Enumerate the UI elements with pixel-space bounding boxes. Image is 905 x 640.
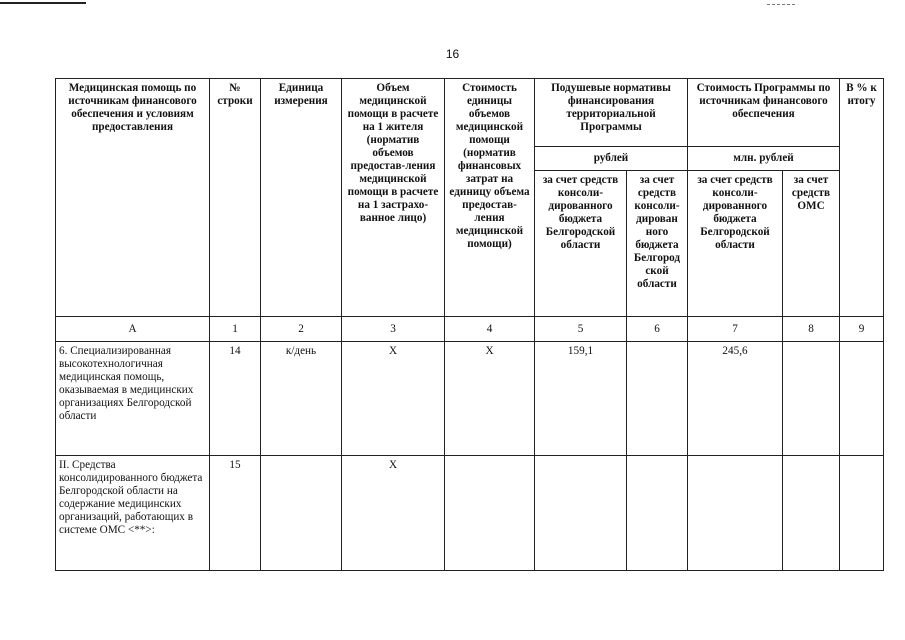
column-number: А bbox=[56, 317, 210, 342]
row-oms-rub bbox=[627, 456, 688, 571]
subheader-budget-rub: за счет средств консоли-дированного бюджета Белгородской области bbox=[535, 171, 627, 317]
row-budget-rub: 159,1 bbox=[535, 342, 627, 456]
row-unit-cost: Х bbox=[445, 342, 535, 456]
row-volume: Х bbox=[342, 456, 445, 571]
column-number: 9 bbox=[840, 317, 884, 342]
row-label: 6. Специализированная высокотехнологичная медицинская помощь, оказываемая в медицинских организациях Белгородской области bbox=[56, 342, 210, 456]
scan-edge-mark-right bbox=[767, 4, 795, 5]
header-row-number: № строки bbox=[210, 79, 261, 317]
column-number: 6 bbox=[627, 317, 688, 342]
row-unit-cost bbox=[445, 456, 535, 571]
header-per-capita-unit: рублей bbox=[535, 147, 688, 171]
row-unit bbox=[261, 456, 342, 571]
header-unit-cost: Стоимость единицы объемов медицинской помощи (норматив финансовых затрат на единицу объема предостав-ления медицинской помощи) bbox=[445, 79, 535, 317]
header-volume: Объем медицинской помощи в расчете на 1 жителя (норматив объемов предостав-ления медицинской помощи в расчете на 1 застрахо-ванное лицо) bbox=[342, 79, 445, 317]
row-oms-mln bbox=[783, 456, 840, 571]
subheader-oms-rub: за счет средств консоли-дирован ного бюджета Белгород ской области bbox=[627, 171, 688, 317]
subheader-budget-mln: за счет средств консоли-дированного бюджета Белгородской области bbox=[688, 171, 783, 317]
row-label: II. Средства консолидированного бюджета Белгородской области на содержание медицинских организаций, работающих в системе ОМС <**>: bbox=[56, 456, 210, 571]
page-number: 16 bbox=[445, 47, 460, 61]
column-number: 7 bbox=[688, 317, 783, 342]
row-percent bbox=[840, 342, 884, 456]
column-number: 5 bbox=[535, 317, 627, 342]
row-percent bbox=[840, 456, 884, 571]
column-number-row bbox=[56, 317, 884, 342]
row-budget-rub bbox=[535, 456, 627, 571]
row-number: 15 bbox=[210, 456, 261, 571]
row-oms-rub bbox=[627, 342, 688, 456]
column-number: 1 bbox=[210, 317, 261, 342]
subheader-oms-mln: за счет средств ОМС bbox=[783, 171, 840, 317]
row-budget-mln bbox=[688, 456, 783, 571]
table-row bbox=[56, 456, 884, 571]
row-oms-mln bbox=[783, 342, 840, 456]
scan-edge-mark bbox=[0, 2, 86, 4]
header-unit: Единица измерения bbox=[261, 79, 342, 317]
header-program-cost-group: Стоимость Программы по источникам финансового обеспечения bbox=[688, 79, 840, 147]
column-number: 4 bbox=[445, 317, 535, 342]
header-program-cost-unit: млн. рублей bbox=[688, 147, 840, 171]
header-care-type: Медицинская помощь по источникам финансового обеспечения и условиям предоставления bbox=[56, 79, 210, 317]
row-unit: к/день bbox=[261, 342, 342, 456]
row-number: 14 bbox=[210, 342, 261, 456]
column-number: 3 bbox=[342, 317, 445, 342]
header-percent-of-total: В % к итогу bbox=[840, 79, 884, 317]
table-row bbox=[56, 342, 884, 456]
column-number: 8 bbox=[783, 317, 840, 342]
header-per-capita-group: Подушевые нормативы финансирования территориальной Программы bbox=[535, 79, 688, 147]
row-budget-mln: 245,6 bbox=[688, 342, 783, 456]
row-volume: Х bbox=[342, 342, 445, 456]
healthcare-funding-table bbox=[55, 78, 884, 571]
column-number: 2 bbox=[261, 317, 342, 342]
